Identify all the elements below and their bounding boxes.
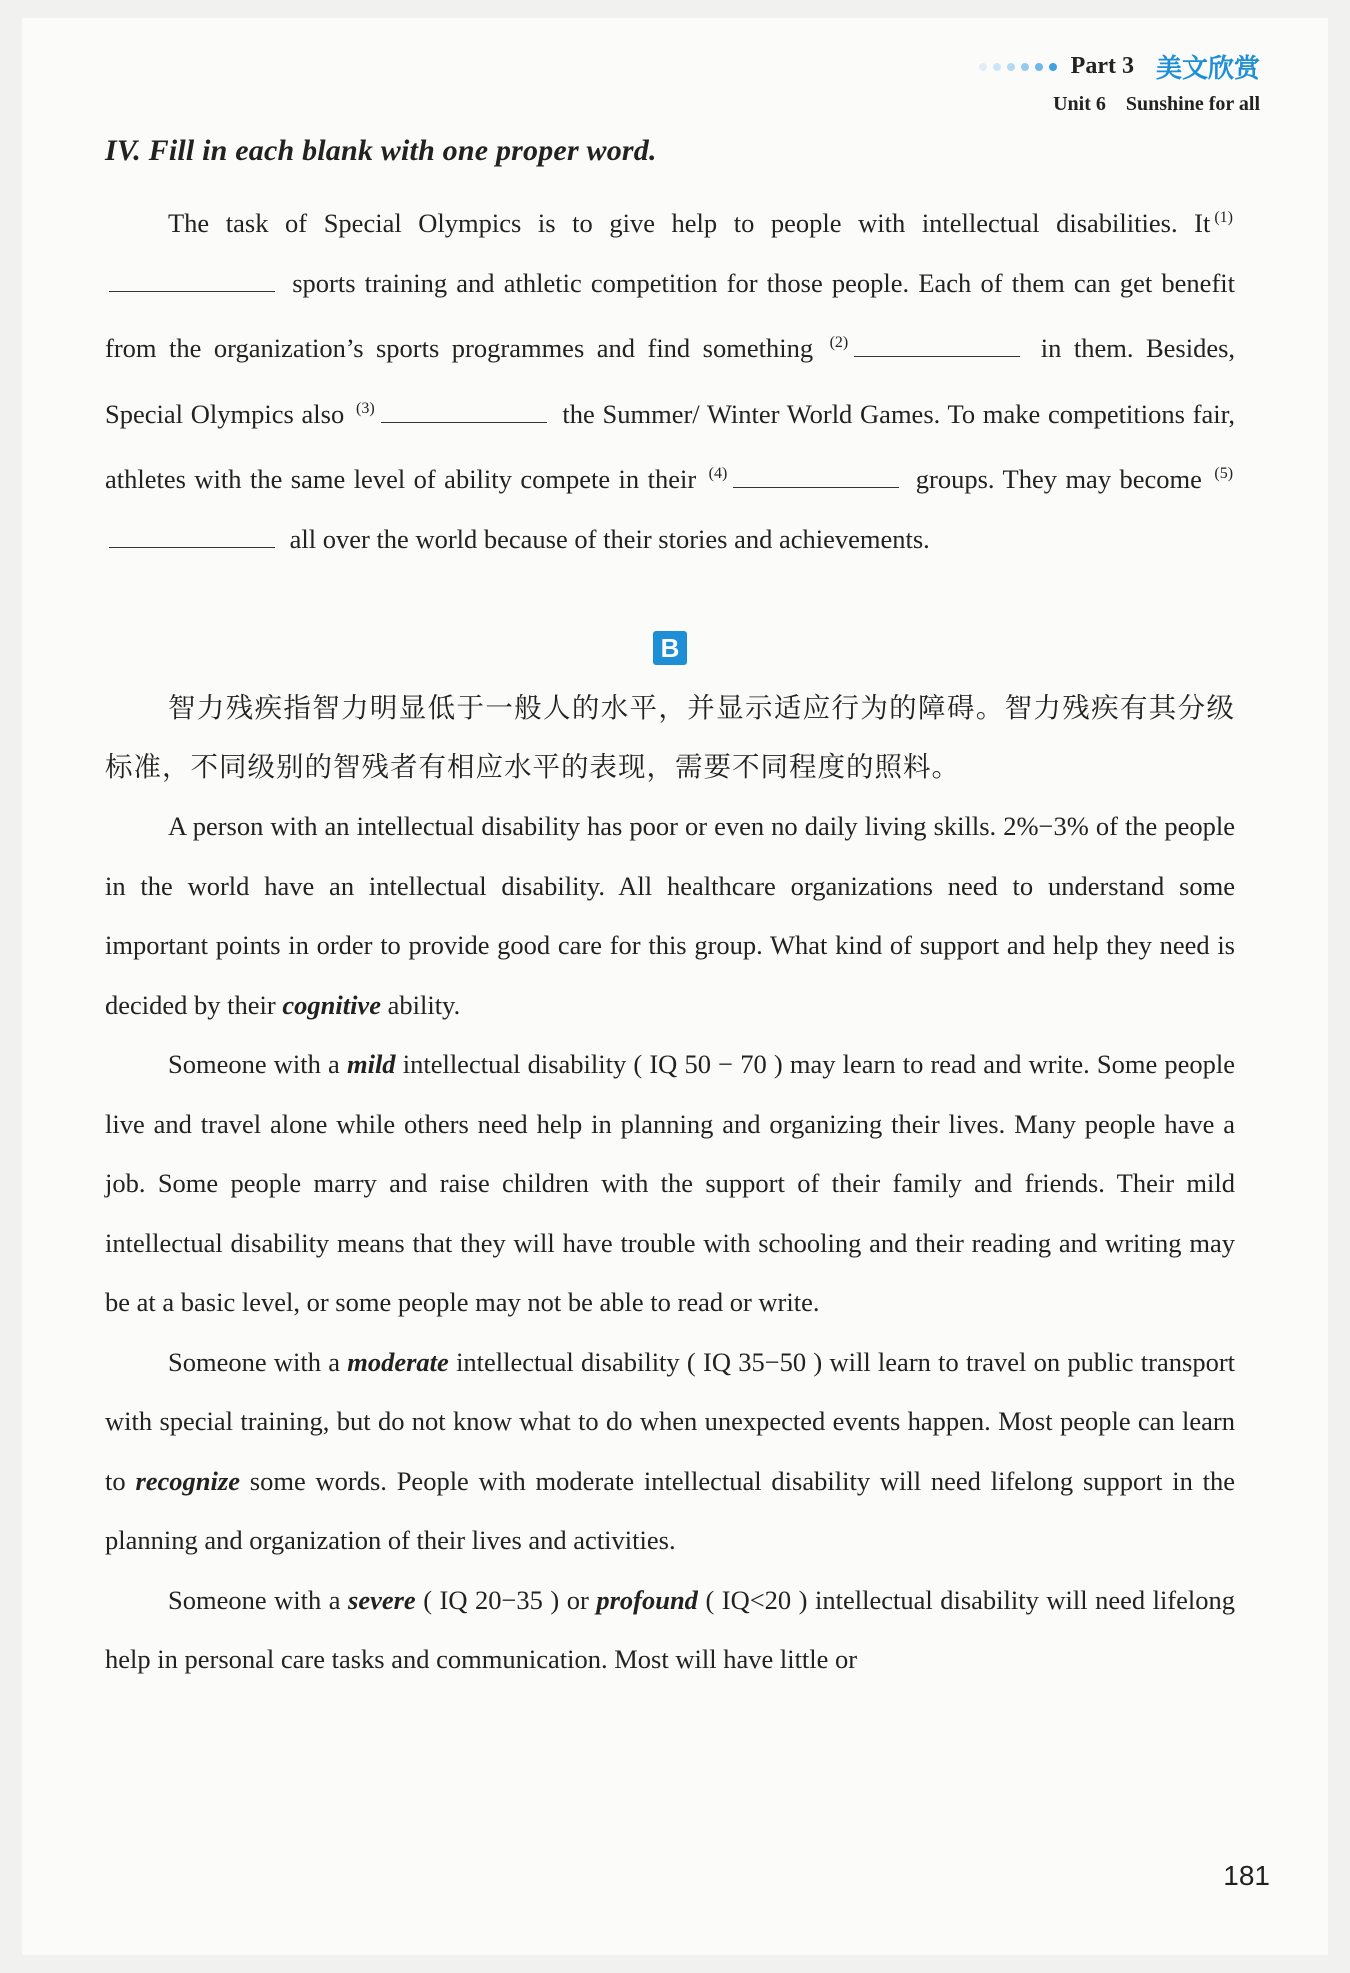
section-b-heading [105,631,1235,665]
article-paragraph-2 [105,1035,1235,1333]
exercise-text-1-after: sports training and athletic competition for those people. Each of them can get benefit from the organization’s sports programmes and find something [105,267,1235,363]
blank-number-1: (1) [1214,209,1233,226]
blank-1[interactable] [109,269,275,292]
decorative-dots [979,63,1057,71]
header-unit-line [979,93,1260,116]
main-content [105,134,1235,1690]
p4-text-a: Someone with a [168,1584,341,1615]
article-paragraph-1 [105,797,1235,1035]
p3-text-a: Someone with a [168,1346,340,1377]
keyword-recognize: recognize [135,1465,240,1496]
exercise-paragraph [105,188,1235,569]
dot-6 [1049,63,1057,71]
exercise-text-5-after: all over the world because of their stories and achievements. [289,523,930,554]
chinese-summary: 智力残疾指智力明显低于一般人的水平，并显示适应行为的障碍。智力残疾有其分级标准，不同级别的智残者有相应水平的表现，需要不同程度的照料。 [105,692,1235,783]
dot-4 [1021,63,1029,71]
dot-3 [1007,63,1015,71]
exercise-text-intro: The task of Special Olympics is to give help to people with intellectual disabilities. [168,208,1178,238]
blank-number-3: (3) [355,399,375,417]
unit-title: Sunshine for all [1125,93,1260,115]
p4-text-b: ( IQ 20−35 ) or [423,1584,589,1615]
part-label: Part 3 [1070,53,1134,79]
keyword-severe: severe [348,1584,416,1615]
dot-5 [1035,63,1043,71]
blank-4[interactable] [733,465,899,488]
keyword-profound: profound [596,1584,698,1615]
p4-text-c: ( IQ<20 ) intellectual disability will need lifelong help in personal care tasks and communication. Most will have little or [105,1584,1236,1674]
exercise-text-1-before: It [1194,208,1211,238]
exercise-text-3-after: the Summer/ Winter World Games. To make competitions fair, athletes with the same level of ability compete in their [105,398,1235,494]
section-title-cn: 美文欣赏 [1155,54,1260,84]
blank-5[interactable] [109,525,275,548]
p1-text-b: ability. [387,989,461,1020]
section-b-badge: B [653,631,687,665]
header-part-line [979,48,1260,85]
running-header [979,48,1260,116]
dot-2 [993,63,1001,71]
blank-number-5: (5) [1214,465,1234,482]
unit-label: Unit 6 [1053,93,1106,115]
blank-2[interactable] [854,334,1020,357]
blank-3[interactable] [381,400,547,423]
article-paragraph-3 [105,1333,1235,1571]
keyword-mild: mild [346,1049,396,1079]
blank-number-2: (2) [829,334,849,351]
keyword-cognitive: cognitive [282,989,381,1020]
exercise-text-4-after: groups. They may become [915,464,1202,494]
exercise-text-2-after: in them. Besides, Special Olympics also [105,333,1236,429]
p2-text-a: Someone with a [168,1049,340,1079]
keyword-moderate: moderate [347,1346,449,1377]
page-number: 181 [1223,1860,1270,1891]
blank-number-4: (4) [708,465,728,482]
exercise-title: IV. Fill in each blank with one proper word. [105,134,657,167]
p2-text-b: intellectual disability ( IQ 50 − 70 ) may learn to read and write. Some people live and travel alone while others need help in planning and organizing their lives. Many people have a job. Some people marry and raise children with the support of their family and friends. Their mild intellectual disability means that they will have trouble with schooling and their reading and writing may be at a basic level, or some people may not be able to read or write. [105,1049,1236,1317]
p3-text-c: some words. People with moderate intellectual disability will need lifelong support in the planning and organization of their lives and activities. [105,1465,1236,1555]
p1-text-a: A person with an intellectual disability has poor or even no daily living skills. 2%−3% of the people in the world have an intellectual disability. All healthcare organizations need to understand some important points in order to provide good care for this group. What kind of support and help they need is decided by their [105,811,1235,1020]
dot-1 [979,63,987,71]
article-paragraph-4 [105,1571,1235,1690]
p3-text-b: intellectual disability ( IQ 35−50 ) will learn to travel on public transport with special training, but do not know what to do when unexpected events happen. Most people can learn to [105,1346,1236,1496]
